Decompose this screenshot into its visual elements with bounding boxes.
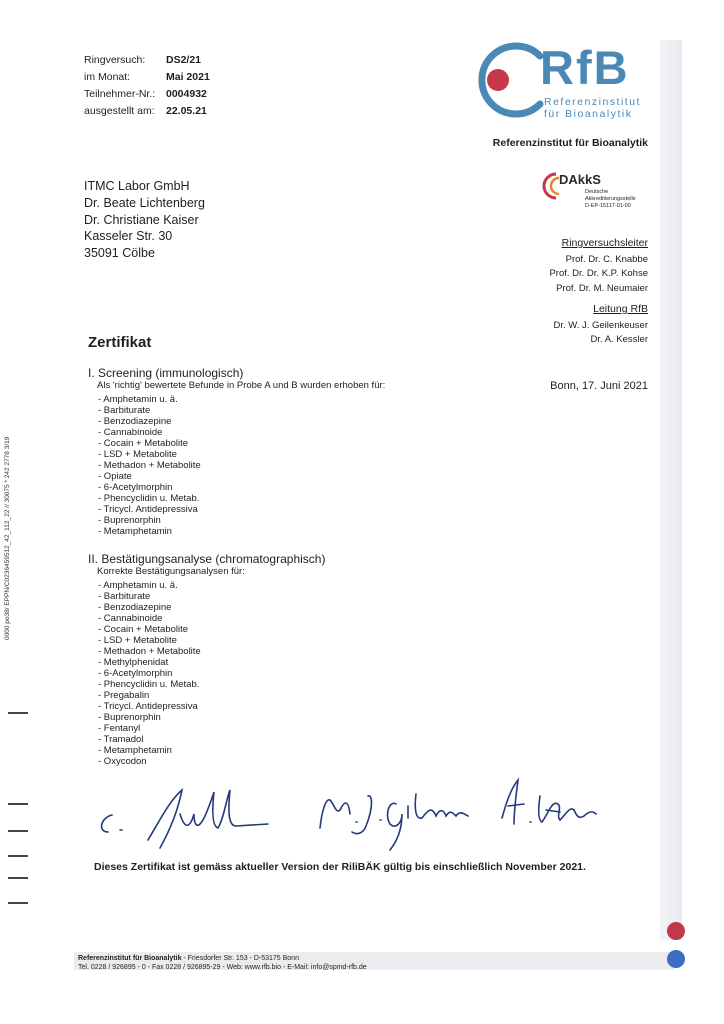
section-confirmation	[88, 552, 448, 767]
list-item: - Amphetamin u. ä.	[98, 394, 178, 405]
rfb-logo-ring-icon	[460, 42, 550, 118]
leader-name: Prof. Dr. Dr. K.P. Kohse	[549, 268, 648, 279]
dakks-line: Akkreditierungsstelle	[585, 196, 636, 202]
footer-contact: Tel. 0228 / 926895 - 0 - Fax 0228 / 926895-29 - Web: www.rfb.bio - E-Mail: info@spmd-rfb.de	[78, 964, 367, 971]
blue-dot-icon	[667, 950, 685, 968]
list-item: - Barbiturate	[98, 591, 151, 602]
place-date: Bonn, 17. Juni 2021	[550, 380, 648, 392]
management-heading: Leitung RfB	[593, 303, 648, 315]
list-item: - Cannabinoide	[98, 427, 163, 438]
section-heading: I. Screening (immunologisch)	[88, 366, 244, 380]
list-item: - Methylphenidat	[98, 657, 169, 668]
footer-line	[78, 954, 638, 963]
list-item: - Tricycl. Antidepressiva	[98, 504, 198, 515]
address-line: ITMC Labor GmbH	[84, 179, 190, 193]
address-line: 35091 Cölbe	[84, 246, 155, 261]
address-line: Dr. Beate Lichtenberg	[84, 195, 205, 210]
list-item: - LSD + Metabolite	[98, 635, 177, 646]
meta-label: im Monat:	[84, 71, 131, 83]
list-item: - Pregabalin	[98, 690, 150, 701]
logo-text: RfB	[540, 41, 630, 94]
list-item: - Tramadol	[98, 734, 144, 745]
list-item: - Methadon + Metabolite	[98, 646, 201, 657]
list-item: - 6-Acetylmorphin	[98, 668, 173, 679]
dakks-name: DAkkS	[559, 172, 601, 187]
footer-org: Referenzinstitut für Bioanalytik	[78, 955, 182, 962]
logo-subtitle: für Bioanalytik	[544, 108, 633, 120]
meta-label: Teilnehmer-Nr.:	[84, 88, 156, 100]
dakks-line: D-EP-15117-01-00	[585, 203, 631, 209]
meta-value: Mai 2021	[166, 71, 210, 83]
margin-tick	[8, 803, 28, 805]
list-item: - 6-Acetylmorphin	[98, 482, 173, 493]
list-item: - Barbiturate	[98, 405, 151, 416]
recipient-address	[84, 178, 205, 262]
list-item: - Fentanyl	[98, 723, 141, 734]
institute-name: Referenzinstitut für Bioanalytik	[492, 137, 648, 149]
list-item: - Metamphetamin	[98, 745, 172, 756]
margin-tick	[8, 877, 28, 879]
list-item: - Buprenorphin	[98, 515, 161, 526]
side-code: 0000 po38/ EPPN/C0236459512_42_112_22 // 30075 * 242 2778 3/19	[4, 436, 11, 640]
footer-address: - Friesdorfer Str. 153 - D-53175 Bonn	[181, 955, 299, 962]
margin-tick	[8, 855, 28, 857]
list-item: - Buprenorphin	[98, 712, 161, 723]
rfb-logo	[460, 42, 650, 118]
dakks-logo	[540, 170, 650, 212]
address-line: Dr. Christiane Kaiser	[84, 212, 199, 227]
leader-name: Prof. Dr. C. Knabbe	[565, 253, 648, 265]
meta-block	[84, 52, 244, 122]
section-subheading: Als 'richtig' bewertete Befunde in Probe A und B wurden erhoben für:	[97, 380, 386, 391]
list-item: - LSD + Metabolite	[98, 449, 177, 460]
confirmation-list	[88, 580, 448, 767]
address-line: Kasseler Str. 30	[84, 229, 173, 244]
page-title: Zertifikat	[88, 334, 152, 351]
meta-label: Ringversuch:	[84, 54, 146, 66]
footer	[78, 954, 638, 972]
signature-kessler	[502, 780, 596, 824]
leaders-block	[470, 236, 648, 348]
list-item: - Phencyclidin u. Metab.	[98, 493, 200, 504]
validity-statement: Dieses Zertifikat ist gemäss aktueller Version der RiliBÄK gültig bis einschließlich November 2021.	[94, 861, 586, 873]
meta-label: ausgestellt am:	[84, 105, 155, 117]
section-screening	[88, 366, 448, 537]
list-item: - Tricycl. Antidepressiva	[98, 701, 198, 712]
list-item: - Cocain + Metabolite	[98, 438, 189, 449]
margin-tick	[8, 830, 28, 832]
section-heading: II. Bestätigungsanalyse (chromatographisch)	[88, 552, 326, 566]
signature-knabbe	[102, 790, 268, 848]
side-band	[660, 40, 682, 940]
leader-name: Prof. Dr. M. Neumaier	[556, 282, 648, 294]
signature-geilenkeuser	[320, 794, 468, 850]
meta-value: 0004932	[166, 88, 207, 100]
margin-tick	[8, 902, 28, 904]
margin-tick	[8, 712, 28, 714]
manager-name: Dr. A. Kessler	[590, 334, 648, 345]
list-item: - Phencyclidin u. Metab.	[98, 679, 200, 690]
list-item: - Cannabinoide	[98, 613, 163, 624]
list-item: - Metamphetamin	[98, 526, 172, 537]
meta-value: DS2/21	[166, 54, 202, 66]
list-item: - Oxycodon	[98, 756, 147, 767]
section-subheading: Korrekte Bestätigungsanalysen für:	[97, 566, 245, 577]
manager-name: Dr. W. J. Geilenkeuser	[553, 319, 648, 331]
list-item: - Methadon + Metabolite	[98, 460, 201, 471]
logo-subtitle: Referenzinstitut	[544, 96, 641, 108]
screening-list	[88, 394, 448, 537]
list-item: - Cocain + Metabolite	[98, 624, 189, 635]
red-dot-icon	[667, 922, 685, 940]
list-item: - Benzodiazepine	[98, 602, 172, 613]
signatures	[90, 770, 610, 860]
list-item: - Opiate	[98, 471, 132, 482]
dakks-line: Deutsche	[585, 189, 609, 195]
leaders-heading: Ringversuchsleiter	[561, 237, 648, 249]
meta-value: 22.05.21	[166, 105, 207, 117]
list-item: - Amphetamin u. ä.	[98, 580, 178, 591]
list-item: - Benzodiazepine	[98, 416, 172, 427]
